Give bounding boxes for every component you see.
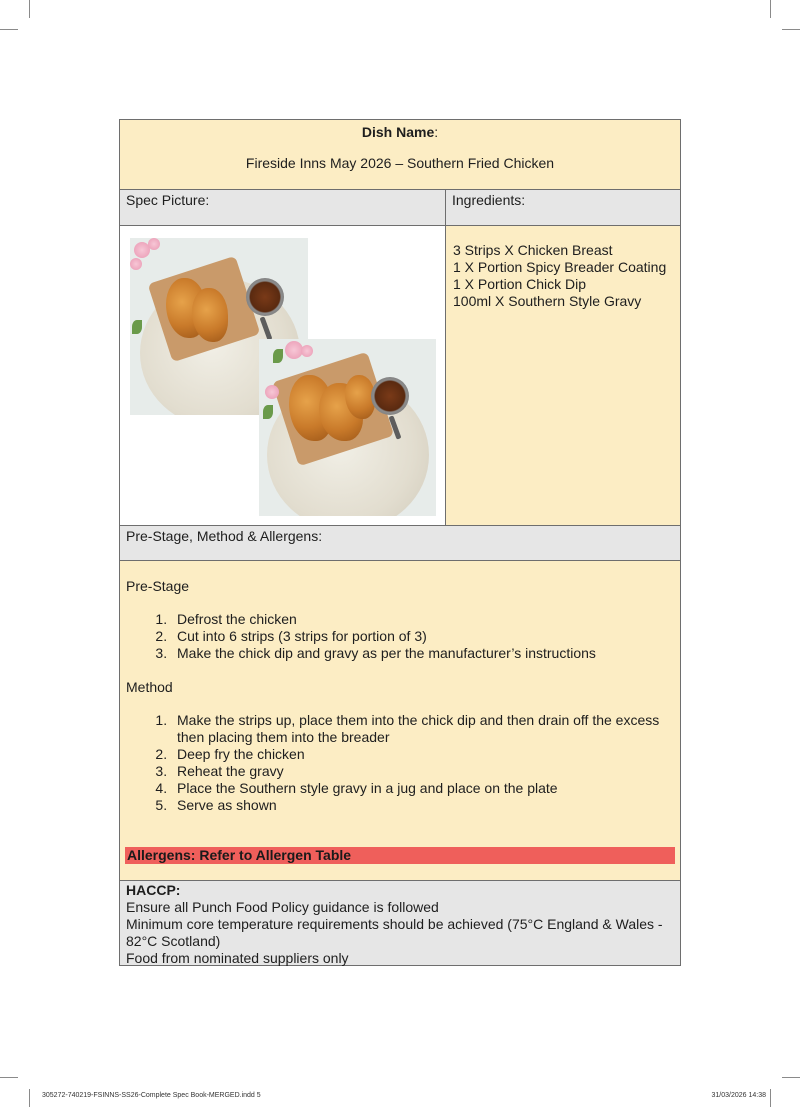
dish-name: Fireside Inns May 2026 – Southern Fried Chicken bbox=[245, 155, 555, 171]
method-heading: Method bbox=[126, 679, 173, 695]
haccp-section bbox=[120, 881, 680, 965]
ingredients-cell bbox=[446, 226, 680, 525]
method-block bbox=[126, 679, 674, 814]
haccp-line: Ensure all Punch Food Policy guidance is followed bbox=[126, 899, 439, 915]
ingredient-line: 1 X Portion Chick Dip bbox=[453, 276, 587, 292]
prestage-block bbox=[126, 578, 674, 662]
method-step: 3. Reheat the gravy bbox=[171, 763, 674, 780]
allergen-notice: Allergens: Refer to Allergen Table bbox=[125, 847, 675, 864]
spec-table bbox=[119, 119, 681, 966]
prestage-step: 1. Defrost the chicken bbox=[171, 611, 674, 628]
crop-mark bbox=[0, 29, 18, 30]
crop-mark bbox=[782, 1077, 800, 1078]
method-list bbox=[126, 712, 674, 814]
ingredient-line: 3 Strips X Chicken Breast bbox=[453, 242, 613, 258]
ingredient-line: 100ml X Southern Style Gravy bbox=[453, 293, 642, 309]
method-step: 5. Serve as shown bbox=[171, 797, 674, 814]
method-section bbox=[120, 561, 680, 881]
haccp-line: Minimum core temperature requirements should be achieved (75°C England & Wales - 82°C Scotland) bbox=[126, 916, 663, 949]
footer-filename: 305272-740219-FSINNS-SS26-Complete Spec Book-MERGED.indd 5 bbox=[42, 1092, 261, 1099]
method-step: 1. Make the strips up, place them into the chick dip and then drain off the excess then placing them into the breader bbox=[171, 712, 674, 746]
crop-mark bbox=[29, 1089, 30, 1107]
spec-picture-cell bbox=[120, 226, 446, 525]
crop-mark bbox=[782, 29, 800, 30]
spec-picture-header: Spec Picture: bbox=[120, 190, 446, 225]
ingredient-line: 1 X Portion Spicy Breader Coating bbox=[453, 259, 667, 275]
crop-mark bbox=[770, 1089, 771, 1107]
spec-header-row bbox=[120, 190, 680, 226]
dish-name-label: Dish Name bbox=[361, 124, 435, 140]
method-step: 4. Place the Southern style gravy in a jug and place on the plate bbox=[171, 780, 674, 797]
spec-content-row bbox=[120, 226, 680, 526]
dish-name-label-line bbox=[120, 120, 680, 141]
haccp-title: HACCP: bbox=[126, 882, 181, 898]
method-step: 2. Deep fry the chicken bbox=[171, 746, 674, 763]
dish-name-section bbox=[120, 120, 680, 190]
method-header: Pre-Stage, Method & Allergens: bbox=[126, 528, 323, 544]
crop-mark bbox=[770, 0, 771, 18]
dish-photo-alt bbox=[259, 339, 436, 516]
ingredients-header: Ingredients: bbox=[452, 192, 526, 208]
prestage-step: 2. Cut into 6 strips (3 strips for portion of 3) bbox=[171, 628, 674, 645]
prestage-heading: Pre-Stage bbox=[126, 578, 190, 594]
crop-mark bbox=[0, 1077, 18, 1078]
prestage-list bbox=[126, 611, 674, 662]
footer-timestamp: 31/03/2026 14:38 bbox=[711, 1092, 766, 1099]
dish-name-colon: : bbox=[434, 124, 439, 140]
haccp-line: Food from nominated suppliers only bbox=[126, 950, 349, 966]
method-header-row bbox=[120, 526, 680, 561]
prestage-step: 3. Make the chick dip and gravy as per the manufacturer’s instructions bbox=[171, 645, 674, 662]
crop-mark bbox=[29, 0, 30, 18]
